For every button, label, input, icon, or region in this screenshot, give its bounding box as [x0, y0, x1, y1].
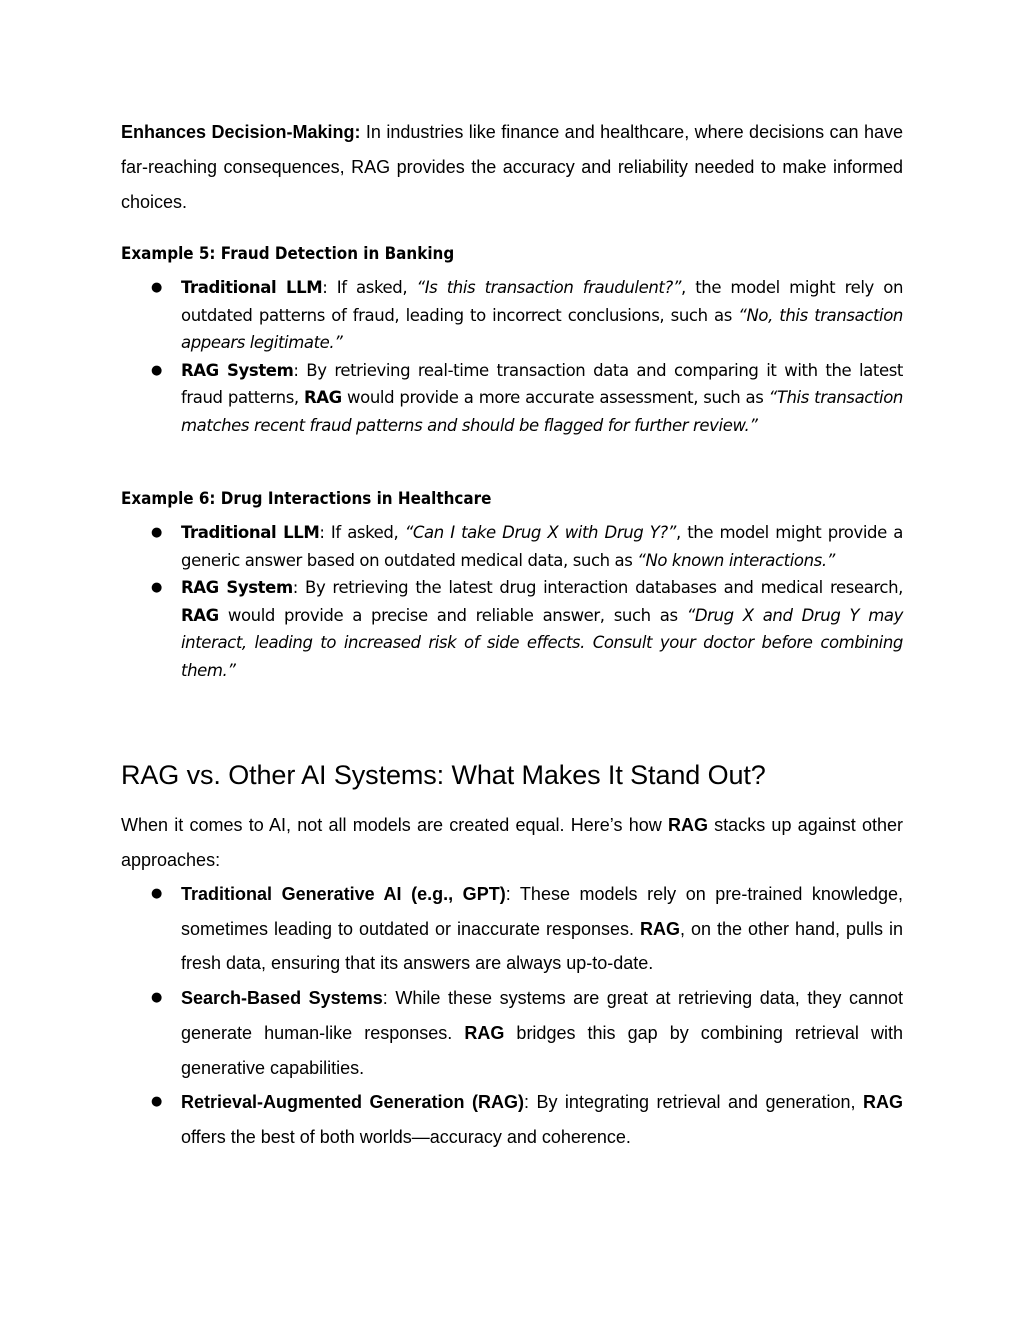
example5-title: Example 5: Fraud Detection in Banking [121, 244, 455, 263]
list-item [121, 877, 903, 981]
item-text: : If asked, [322, 278, 417, 297]
intro-text: In industries like finance and healthcare, where decisions can have far-reaching consequences, RAG provides the accuracy and reliability needed to make informed choices. [121, 122, 903, 212]
item-rag: RAG [303, 388, 342, 407]
list-item [121, 519, 903, 574]
item-quote: “Is this transaction fraudulent?” [416, 278, 681, 297]
item-quote: “No, this transaction appears legitimate.” [181, 305, 903, 352]
item-label: Retrieval-Augmented Generation (RAG) [181, 1092, 524, 1113]
item-text: offers the best of both worlds—accuracy and coherence. [181, 1126, 631, 1147]
bullet-icon: ● [151, 1094, 163, 1110]
item-text: : If asked, [319, 523, 405, 542]
item-rag: RAG [181, 605, 219, 625]
section-intro [121, 808, 903, 878]
item-text: would provide a precise and reliable answer, such as [218, 605, 687, 625]
item-rag: RAG [464, 1022, 505, 1043]
item-quote: “This transaction matches recent fraud patterns and should be flagged for further review.” [181, 388, 903, 435]
list-item [121, 274, 903, 357]
example6-list [121, 519, 903, 684]
intro-paragraph [121, 115, 903, 220]
list-item [121, 357, 903, 440]
item-text: : While these systems are great at retrieving data, they cannot generate human-like responses. [181, 988, 903, 1043]
bullet-icon: ● [151, 525, 162, 540]
item-text: : These models rely on pre-trained knowledge, sometimes leading to outdated or inaccurate responses. [181, 884, 903, 939]
item-label: Search-Based Systems [181, 988, 383, 1009]
item-quote: “Drug X and Drug Y may interact, leading to increased risk of side effects. Consult your doctor before combining them.” [181, 605, 903, 680]
bullet-icon: ● [151, 280, 162, 295]
systems-list [121, 877, 903, 1155]
example6-title: Example 6: Drug Interactions in Healthcare [121, 489, 492, 508]
item-text: , the model might provide a generic answer based on outdated medical data, such as [181, 523, 903, 570]
bullet-icon: ● [151, 362, 162, 378]
intro-label: Enhances Decision-Making: [121, 122, 361, 142]
example5-list [121, 274, 903, 439]
item-label: RAG System [181, 578, 293, 597]
list-item [121, 1085, 903, 1154]
item-label: RAG System [181, 360, 294, 380]
item-text: : By retrieving the latest drug interaction databases and medical research, [292, 578, 903, 597]
item-text: bridges this gap by combining retrieval with generative capabilities. [181, 1022, 904, 1078]
item-quote: “No known interactions.” [637, 550, 835, 570]
item-label: Traditional Generative AI (e.g., GPT) [181, 884, 506, 904]
item-text: , on the other hand, pulls in fresh data, ensuring that its answers are always up-to-date. [181, 918, 904, 974]
item-label: Traditional LLM [181, 278, 323, 297]
item-text: , the model might rely on outdated patterns of fraud, leading to incorrect conclusions, such as [181, 278, 903, 325]
item-text: : By integrating retrieval and generation, [523, 1092, 863, 1113]
section-heading: RAG vs. Other AI Systems: What Makes It Stand Out? [121, 760, 766, 790]
item-quote: “Can I take Drug X with Drug Y?” [404, 523, 676, 542]
item-text: : By retrieving real-time transaction data and comparing it with the latest fraud patterns, [181, 360, 903, 407]
intro-text: stacks up against other approaches: [121, 815, 903, 870]
bullet-icon: ● [151, 990, 163, 1006]
item-rag: RAG [863, 1092, 903, 1113]
intro-rag: RAG [667, 815, 708, 835]
item-rag: RAG [640, 918, 681, 939]
item-label: Traditional LLM [181, 523, 320, 542]
bullet-icon: ● [151, 580, 162, 595]
bullet-icon: ● [151, 886, 163, 901]
item-text: would provide a more accurate assessment, such as [341, 388, 769, 407]
list-item [121, 574, 903, 684]
list-item [121, 981, 903, 1085]
intro-text: When it comes to AI, not all models are created equal. Here’s how [121, 815, 668, 835]
